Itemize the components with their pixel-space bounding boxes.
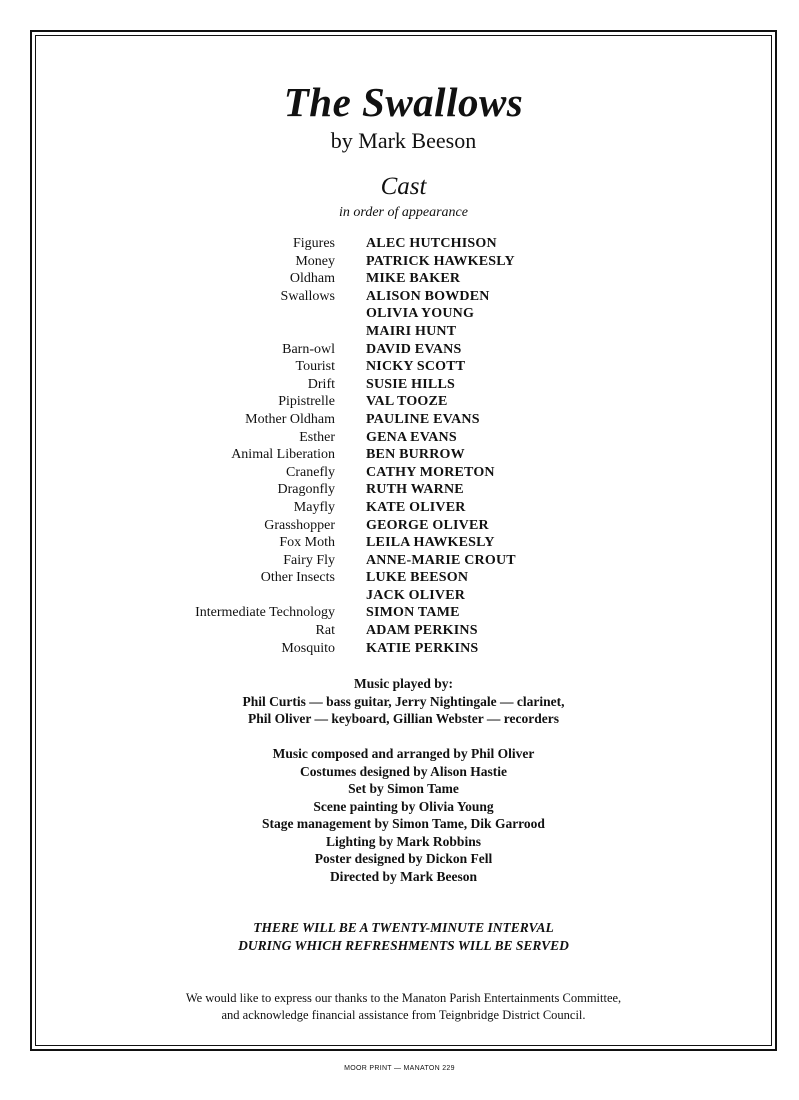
cast-actor: DAVID EVANS xyxy=(366,341,462,357)
cast-actor: OLIVIA YOUNG xyxy=(366,306,475,322)
production-credits xyxy=(35,745,772,885)
cast-row xyxy=(35,393,772,411)
thanks-line: We would like to express our thanks to the Manaton Parish Entertainments Committee, xyxy=(185,991,622,1005)
cast-role: Animal Liberation xyxy=(231,447,335,463)
interval-line: THERE WILL BE A TWENTY-MINUTE INTERVAL xyxy=(253,920,554,935)
cast-subheading: in order of appearance xyxy=(339,205,468,220)
cast-row xyxy=(35,341,772,359)
music-credits xyxy=(35,675,772,728)
cast-actor: ALEC HUTCHISON xyxy=(366,236,497,251)
cast-role: Mayfly xyxy=(293,499,335,515)
credit-line: Poster designed by Dickon Fell xyxy=(314,851,493,866)
credit-line: Scene painting by Olivia Young xyxy=(313,798,494,814)
cast-role: Drift xyxy=(307,376,335,392)
cast-row xyxy=(35,604,772,622)
cast-actor: ADAM PERKINS xyxy=(366,623,478,639)
cast-role: Fox Moth xyxy=(279,535,335,551)
cast-row xyxy=(35,622,772,640)
cast-row xyxy=(35,481,772,499)
cast-row xyxy=(35,358,772,376)
acknowledgements xyxy=(35,990,772,1024)
cast-row xyxy=(35,288,772,306)
cast-row xyxy=(35,235,772,253)
cast-role: Oldham xyxy=(289,271,335,287)
cast-actor: KATE OLIVER xyxy=(366,499,466,515)
cast-list xyxy=(35,235,772,657)
cast-row xyxy=(35,323,772,341)
interval-line: DURING WHICH REFRESHMENTS WILL BE SERVED xyxy=(238,938,569,953)
cast-actor: KATIE PERKINS xyxy=(366,640,479,656)
music-line: Phil Oliver — keyboard, Gillian Webster — recorders xyxy=(248,711,559,726)
printer-credit: MOOR PRINT — MANATON 229 xyxy=(344,1065,455,1072)
cast-actor: SIMON TAME xyxy=(366,605,460,621)
cast-row xyxy=(35,253,772,271)
cast-actor: CATHY MORETON xyxy=(366,464,495,480)
cast-actor: PATRICK HAWKESLY xyxy=(366,253,515,269)
credit-line: Set by Simon Tame xyxy=(348,781,459,796)
cast-role: Other Insects xyxy=(260,570,335,586)
cast-row xyxy=(35,411,772,429)
cast-role: Rat xyxy=(315,623,335,639)
cast-role: Swallows xyxy=(280,288,335,304)
cast-row xyxy=(35,552,772,570)
credit-line: Costumes designed by Alison Hastie xyxy=(299,763,508,779)
credit-line: Directed by Mark Beeson xyxy=(329,868,478,884)
cast-actor: NICKY SCOTT xyxy=(366,359,466,375)
cast-actor: GENA EVANS xyxy=(366,429,457,445)
cast-row xyxy=(35,499,772,517)
cast-actor: RUTH WARNE xyxy=(366,482,464,498)
cast-row xyxy=(35,376,772,394)
cast-role: Figures xyxy=(293,236,335,251)
cast-row xyxy=(35,464,772,482)
cast-heading: Cast xyxy=(380,173,427,200)
cast-role: Money xyxy=(295,253,335,269)
cast-actor: SUSIE HILLS xyxy=(366,376,455,392)
thanks-line: and acknowledge financial assistance from Teignbridge District Council. xyxy=(221,1008,586,1022)
cast-role: Tourist xyxy=(295,359,335,375)
cast-row xyxy=(35,587,772,605)
cast-role: Cranefly xyxy=(286,464,335,480)
cast-row xyxy=(35,517,772,535)
cast-role: Mosquito xyxy=(281,640,335,656)
cast-actor: PAULINE EVANS xyxy=(366,411,480,427)
cast-role: Mother Oldham xyxy=(245,411,335,427)
credit-line: Music composed and arranged by Phil Oliver xyxy=(272,746,535,761)
cast-row xyxy=(35,270,772,288)
cast-role: Pipistrelle xyxy=(278,394,335,410)
cast-actor: MIKE BAKER xyxy=(366,271,461,287)
cast-row xyxy=(35,640,772,658)
cast-row xyxy=(35,429,772,447)
play-title: The Swallows xyxy=(283,79,524,125)
cast-actor: LUKE BEESON xyxy=(366,570,469,586)
music-line: Phil Curtis — bass guitar, Jerry Nightingale — clarinet, xyxy=(242,693,565,709)
music-line: Music played by: xyxy=(353,676,453,691)
cast-actor: MAIRI HUNT xyxy=(366,323,457,339)
cast-role: Intermediate Technology xyxy=(195,605,335,621)
cast-actor: ANNE-MARIE CROUT xyxy=(366,552,516,568)
credit-line: Lighting by Mark Robbins xyxy=(326,833,481,849)
cast-row xyxy=(35,569,772,587)
cast-role: Esther xyxy=(299,429,335,445)
cast-actor: ALISON BOWDEN xyxy=(366,288,490,304)
cast-row xyxy=(35,446,772,464)
cast-actor: GEORGE OLIVER xyxy=(366,517,489,533)
cast-row xyxy=(35,305,772,323)
cast-actor: BEN BURROW xyxy=(366,447,465,463)
cast-row xyxy=(35,534,772,552)
play-author: by Mark Beeson xyxy=(330,128,477,153)
interval-notice xyxy=(35,919,772,955)
programme-page xyxy=(35,35,772,1046)
cast-actor: VAL TOOZE xyxy=(366,394,448,410)
credit-line: Stage management by Simon Tame, Dik Garrood xyxy=(262,816,545,831)
cast-role: Fairy Fly xyxy=(283,552,335,568)
cast-actor: JACK OLIVER xyxy=(366,587,466,603)
cast-role: Barn-owl xyxy=(282,341,335,357)
cast-role: Grasshopper xyxy=(264,517,335,533)
cast-role: Dragonfly xyxy=(277,482,335,498)
cast-actor: LEILA HAWKESLY xyxy=(366,535,495,551)
